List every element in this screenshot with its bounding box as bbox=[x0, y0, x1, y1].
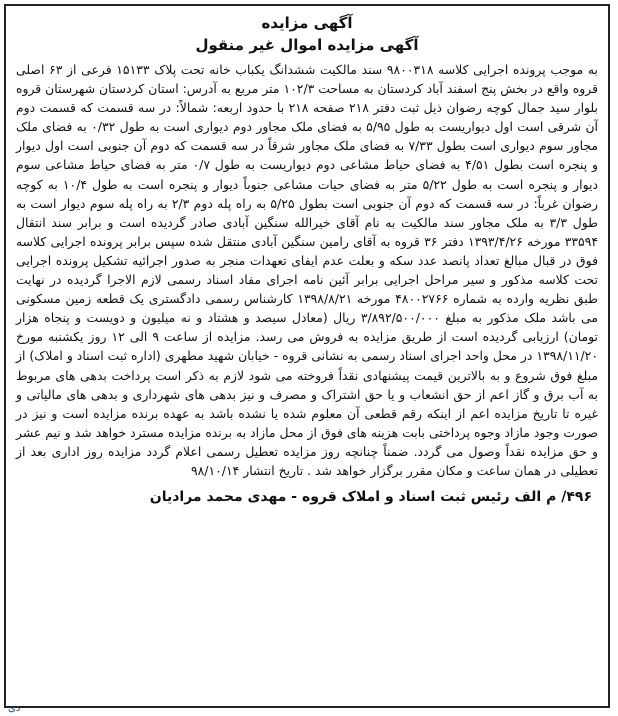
notice-title: آگهی مزایده bbox=[261, 14, 353, 32]
corner-mark: دی bbox=[8, 703, 21, 714]
notice-body: به موجب پرونده اجرایی کلاسه ۹۸۰۰۳۱۸ سند مالکیت ششدانگ یکباب خانه تحت پلاک ۱۵۱۳۳ فرعی از ۶۳ اصلی قروه واقع در بخش پنج اسفند آباد کردستان به مساحت ۱۰۲/۳ متر مربع به آدرس: استان کردستان شهرستان قروه بلوار سید جمال کوچه رضوان ذیل ثبت دفتر ۲۱۸ صفحه ۲۱۸ با حدود اربعه: شمالاً: در سه قسمت که قسمت دوم آن شرقی است اول دیواریست به طول ۵/۹۵ به فضای ملک مجاور دوم دیواری است به طول ۰/۳۲ به فضای ملک مجاور سوم دیواری است بطول ۷/۳۳ به فضای ملک مجاور شرقاً در سه قسمت که دوم آن جنوبی است اول دیوار و پنجره است بطول ۴/۵۱ به فضای حیاط مشاعی دوم دیواریست به طول ۰/۷ متر به فضای حیاط مشاعی سوم دیوار و پنجره است به طول ۵/۲۲ متر به فضای حیات مشاعی جنوباً دیوار و پنجره است به طول ۱۰/۴ به کوچه رضوان غرباً: در سه قسمت که دوم آن جنوبی است بطول ۵/۲۵ به راه پله دوم ۲/۳ به راه پله سوم دیوار است به طول ۳/۳ به ملک مجاور سند مالکیت به نام آقای خیرالله سنگین آبادی صادر گردیده است و برابر سند انتقال ۳۳۵۹۴ مورخه ۱۳۹۳/۴/۲۶ دفتر ۳۶ قروه به آقای رامین سنگین آبادی منتقل شده سپس برابر پرونده اجرایی کلاسه فوق در قبال مبالغ تعداد پانصد عدد سکه و بعلت عدم ایفای تعهدات منجر به صدور اجرائیه تشکیل پرونده اجرایی تحت کلاسه مذکور و سیر مراحل اجرایی برابر آئین نامه اجرای مفاد اسناد رسمی لازم الاجرا گردیده در نهایت طبق نظریه وارده به شماره ۴۸۰۰۲۷۶۶ مورخه ۱۳۹۸/۸/۲۱ کارشناس رسمی دادگستری یک قطعه زمین مسکونی می باشد ملک مذکور به مبلغ ۳/۸۹۲/۵۰۰/۰۰۰ ریال (معادل سیصد و هشتاد و نه میلیون و دویست و پنجاه هزار تومان) ارزیابی گردیده است از طریق مزایده به فروش می رسد. مزایده از ساعت ۹ الی ۱۲ روز یکشنبه مورخ ۱۳۹۸/۱۱/۲۰ در محل واحد اجرای اسناد رسمی به نشانی قروه - خیابان شهید مطهری (اداره ثبت اسناد و املاک) از مبلغ فوق شروع و به بالاترین قیمت پیشنهادی نقداً فروخته می شود لازم به ذکر است پرداخت بدهی های مربوط به آب برق و گاز اعم از حق انشعاب و یا حق اشتراک و مصرف و نیز بدهی های شهرداری و بدهی های مالیاتی و غیره تا تاریخ مزایده اعم از اینکه رقم قطعی آن معلوم شده یا نشده باشد به عهده برنده مزایده است و نیز در صورت وجود مازاد وجوه پرداختی بابت هزینه های فوق از محل مازاد به برنده مزایده مسترد خواهد شد و نیم عشر و حق مزایده نقداً وصول می گردد. ضمناً چنانچه روز مزایده تعطیل رسمی اعلام گردد مزایده روز اداری بعد از تعطیلی در همان ساعت و مکان مقرر برگزار خواهد شد . تاریخ انتشار ۹۸/۱۰/۱۴ bbox=[16, 62, 599, 478]
notice-frame bbox=[4, 4, 610, 708]
notice-signature: ۴۹۶/ م الف رئیس ثبت اسناد و املاک قروه - مهدی محمد مرادیان bbox=[149, 489, 592, 506]
notice-subtitle: آگهی مزایده اموال غیر منقول bbox=[195, 36, 419, 54]
